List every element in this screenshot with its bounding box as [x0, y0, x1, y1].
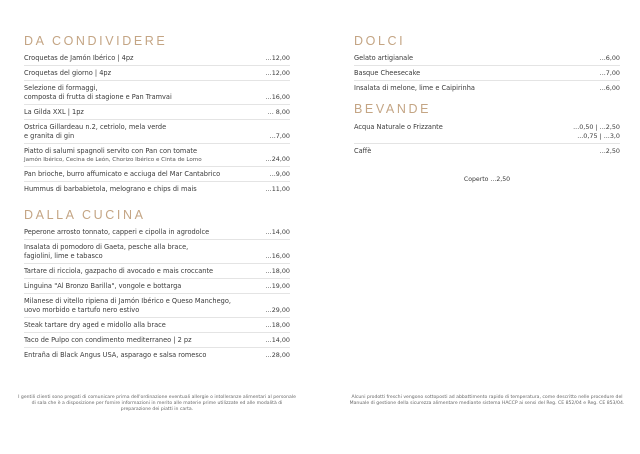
menu-item-name: La Gilda XXL | 1pz	[24, 108, 84, 116]
menu-item-description: Jamón Ibérico, Cecina de León, Chorizo Ibérico e Cinta de Lomo	[24, 157, 202, 163]
menu-item-name: Selezione di formaggi,	[24, 84, 98, 92]
menu-item-price: ... 8,00	[267, 108, 290, 116]
coperto-charge: Coperto ...2,50	[463, 176, 511, 183]
menu-item-name: Piatto di salumi spagnoli servito con Pan con tomate	[24, 147, 198, 155]
divider	[354, 65, 620, 66]
menu-item-name: Basque Cheesecake	[354, 69, 421, 77]
menu-item-name: Insalata di pomodoro di Gaeta, pesche alla brace,	[24, 243, 189, 251]
menu-item-name: Gelato artigianale	[354, 54, 414, 62]
menu-item-price: ...16,00	[265, 252, 290, 260]
menu-item-name: Taco de Pulpo con condimento mediterraneo | 2 pz	[24, 336, 192, 344]
menu-item	[24, 297, 290, 315]
menu-item	[354, 84, 620, 93]
dolci-list	[354, 54, 620, 93]
menu-item-price: ...9,00	[269, 170, 290, 178]
menu-item-price: ...0,50 | ...2,50	[573, 123, 620, 131]
left-menu-page	[18, 0, 296, 454]
divider	[24, 263, 290, 264]
menu-item-name: Steak tartare dry aged e midollo alla brace	[24, 321, 166, 329]
menu-item-price: ...24,00	[265, 155, 290, 163]
menu-item-name-line2: e granita di gin	[24, 132, 75, 140]
section-title-dolci: DOLCI	[354, 34, 406, 48]
menu-item-price: ...18,00	[265, 321, 290, 329]
menu-item	[24, 69, 290, 78]
menu-item-price: ...16,00	[265, 93, 290, 101]
divider	[24, 332, 290, 333]
menu-item-name: Milanese di vitello ripiena di Jamón Ibérico e Queso Manchego,	[24, 297, 231, 305]
menu-item	[354, 69, 620, 78]
menu-item-price: ...29,00	[265, 306, 290, 314]
menu-item-name: Insalata di melone, lime e Caipirinha	[354, 84, 475, 92]
divider	[24, 347, 290, 348]
divider	[24, 119, 290, 120]
section-title-dalla-cucina: DALLA CUCINA	[24, 208, 146, 222]
menu-item-price: ...28,00	[265, 351, 290, 359]
menu-item	[24, 147, 290, 164]
menu-item-price: ...11,00	[265, 185, 290, 193]
menu-item	[24, 267, 290, 276]
menu-item	[24, 170, 290, 179]
divider	[24, 317, 290, 318]
divider	[24, 278, 290, 279]
menu-item-price: ...7,00	[599, 69, 620, 77]
menu-item-name: Pan brioche, burro affumicato e acciuga del Mar Cantabrico	[24, 170, 221, 178]
da-condividere-list	[24, 54, 290, 194]
menu-item-name-line2: composta di frutta di stagione e Pan Tramvai	[24, 93, 172, 101]
menu-item-name: Croquetas de Jamón Ibérico | 4pz	[24, 54, 134, 62]
menu-item	[24, 351, 290, 360]
bevande-list	[354, 123, 620, 156]
menu-item-price: ...7,00	[269, 132, 290, 140]
menu-item-name: Entraña di Black Angus USA, asparago e salsa romesco	[24, 351, 207, 359]
menu-item	[24, 185, 290, 194]
menu-item	[24, 336, 290, 345]
menu-item-price: ...14,00	[265, 336, 290, 344]
menu-item	[354, 147, 620, 156]
menu-item	[24, 228, 290, 237]
menu-item	[24, 243, 290, 261]
menu-item	[24, 282, 290, 291]
haccp-footnote: Alcuni prodotti freschi vengono sottoposti ad abbattimento rapido di temperatura, come descritto nelle procedure del Manuale di gestione della sicurezza alimentare mediante sistema HACCP ai sensi del Reg. CE 852/04 e Reg. CE 853/04.	[349, 395, 625, 406]
divider	[24, 239, 290, 240]
menu-item-name-line2: fagiolini, lime e tabasco	[24, 252, 103, 260]
menu-item-name: Peperone arrosto tonnato, capperi e cipolla in agrodolce	[24, 228, 210, 236]
section-title-da-condividere: DA CONDIVIDERE	[24, 34, 168, 48]
divider	[24, 293, 290, 294]
menu-item	[24, 123, 290, 141]
divider	[24, 104, 290, 105]
menu-item-price: ...14,00	[265, 228, 290, 236]
divider	[354, 143, 620, 144]
allergy-footnote: I gentili clienti sono pregati di comunicare prima dell'ordinazione eventuali allergie o intolleranze alimentari al personale di sala che è a disposizione per fornire informazioni in merito alle materie prime utilizzate ed alle modalità di preparazione dei piatti in carta.	[18, 395, 296, 412]
menu-item-name: Acqua Naturale o Frizzante	[354, 123, 443, 131]
menu-item	[24, 108, 290, 117]
divider	[354, 80, 620, 81]
section-title-bevande: BEVANDE	[354, 102, 432, 116]
menu-item-name: Hummus di barbabietola, melograno e chips di mais	[24, 185, 197, 193]
menu-item-price: ...19,00	[265, 282, 290, 290]
menu-item-price: ...12,00	[265, 54, 290, 62]
menu-item-price: ...2,50	[599, 147, 620, 155]
menu-item-name-line2: uovo morbido e tartufo nero estivo	[24, 306, 140, 314]
menu-item-name: Tartare di ricciola, gazpacho di avocado e mais croccante	[24, 267, 214, 275]
menu-item-name: Croquetas del giorno | 4pz	[24, 69, 112, 77]
right-menu-page	[349, 0, 625, 454]
divider	[24, 143, 290, 144]
menu-item-price-large: ...0,75 | ...3,0	[577, 132, 620, 140]
divider	[24, 80, 290, 81]
menu-item-price: ...12,00	[265, 69, 290, 77]
divider	[24, 166, 290, 167]
menu-item-name: Caffè	[354, 147, 372, 155]
divider	[24, 181, 290, 182]
divider	[24, 65, 290, 66]
menu-item-name: Ostrica Gillardeau n.2, cetriolo, mela verde	[24, 123, 167, 131]
menu-item	[24, 321, 290, 330]
dalla-cucina-list	[24, 228, 290, 360]
menu-item	[24, 84, 290, 102]
menu-item-price: ...6,00	[599, 84, 620, 92]
menu-item-price: ...18,00	[265, 267, 290, 275]
menu-item-price: ...6,00	[599, 54, 620, 62]
menu-item	[354, 54, 620, 63]
menu-item-name: Linguina "Al Bronzo Barilla", vongole e bottarga	[24, 282, 182, 290]
menu-item	[354, 123, 620, 141]
menu-item	[24, 54, 290, 63]
